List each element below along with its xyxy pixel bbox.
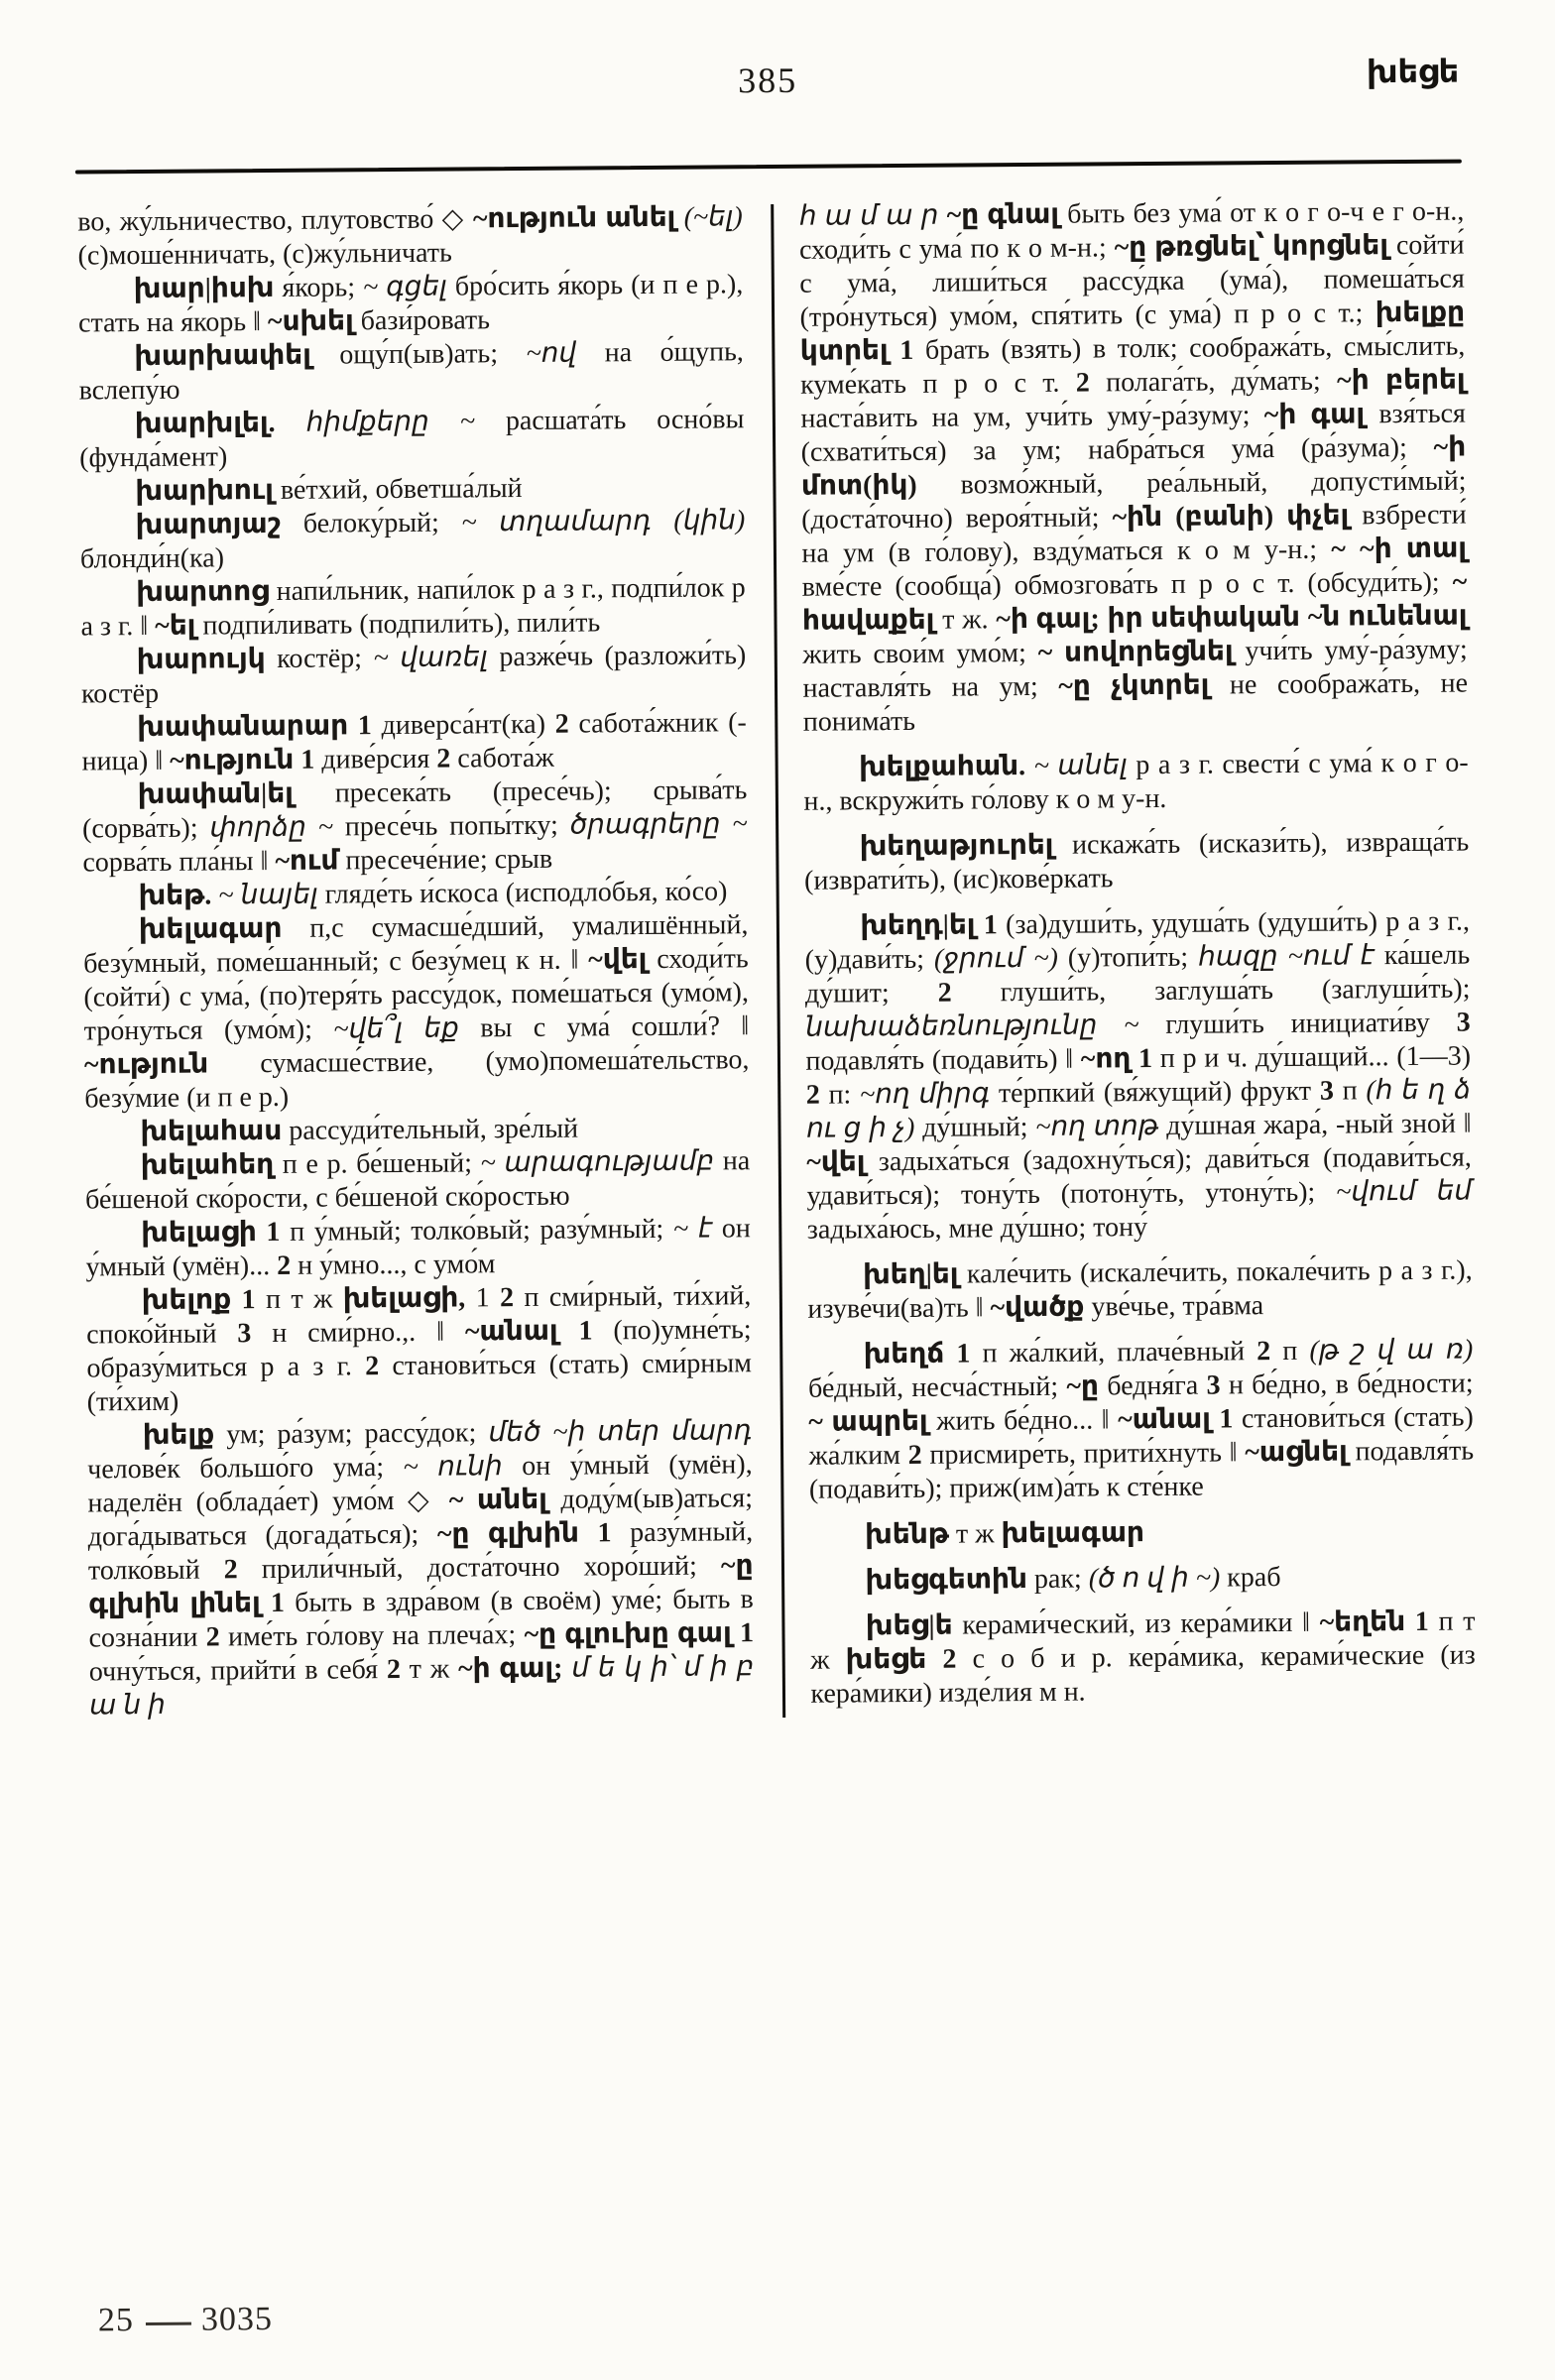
bold-run: ~ություն [83, 1048, 209, 1081]
text-run: сабота́ж [450, 742, 554, 774]
text-run: ум; ра́зум; рассу́док; [214, 1417, 489, 1451]
italic-armenian-run: հազը ~ում է [1197, 940, 1375, 973]
dictionary-entry [804, 826, 1470, 898]
italic-armenian-run: մեծ ~ի տեր մարդ [488, 1415, 753, 1449]
text-run [732, 1617, 741, 1648]
text-run: бедня́га [1098, 1369, 1207, 1402]
bold-run: ~ անել [448, 1484, 547, 1516]
text-run: вме́сте (сообща́) обмозгова́ть п р о с т. (обсуди́ть); [801, 566, 1453, 603]
text-run: станови́ться (стать) сми́рным (ти́хим) [86, 1348, 752, 1418]
bold-run: 2 [1256, 1336, 1271, 1368]
entry-headword: ~ը գնալ [946, 198, 1060, 231]
text-run: глуши́ть, заглуша́ть (заглуши́ть); [951, 973, 1471, 1009]
text-run: ве́тхий, обветша́лый [273, 473, 523, 506]
text-run: (по)умне́ть; образу́миться р а з г. [86, 1314, 752, 1384]
bold-run: 2 [805, 1079, 820, 1111]
text-run: пресече́ние; срыв [338, 843, 553, 877]
bold-run: 3 [1456, 1007, 1471, 1038]
entry-headword: խարխուլ [135, 474, 275, 508]
column-left [77, 200, 781, 1723]
text-run: доду́м(ыв)аться; дога́дываться (догада́ться); [87, 1483, 754, 1553]
dictionary-entry [80, 571, 746, 644]
entry-headword: խելացի [141, 1217, 257, 1250]
italic-armenian-run: ~վում եմ [1336, 1175, 1473, 1208]
text-run: (у)топи́ть; [1057, 941, 1199, 974]
bold-run: 1 [300, 744, 315, 775]
text-run: те́рпкий (вя́жущий) фрукт [989, 1075, 1320, 1110]
text-run: костёр; [265, 643, 374, 675]
text-run: кале́чить (искале́чить, покале́чить р а з г.), изуве́чи(ва)ть ‖ [807, 1254, 1473, 1325]
bold-run: ~ի գալ; [457, 1652, 563, 1685]
dictionary-entry [82, 774, 748, 880]
entry-headword: խարտյաշ [135, 508, 282, 541]
italic-armenian-run: (թ շ վ ա ռ) [1309, 1334, 1474, 1367]
bold-run: 1 [270, 1587, 286, 1619]
text-run: п,с сумасше́дший, умалишённый, безу́мный, поме́шанный; с безу́мец к н. ‖ [83, 909, 749, 980]
text-run [975, 909, 984, 940]
bold-run: ~ի գալ; [996, 603, 1100, 636]
text-run: сорва́ть пла́ны ‖ [82, 845, 276, 879]
text-run [1025, 751, 1034, 781]
bold-run: 1 [266, 1216, 281, 1249]
bold-run: ~ին (բանի) փչել [1112, 500, 1350, 534]
text-run: быть в здра́вом (в своём) уме́; быть в созна́нии [88, 1584, 754, 1654]
text-run: п т ж [255, 1283, 343, 1316]
entry-headword: ~ություն անել [472, 201, 676, 235]
italic-armenian-run: փորձը ~ [209, 811, 334, 844]
dictionary-entry [78, 335, 744, 408]
bold-run: խելքը կտրել [799, 297, 1466, 367]
text-run: ду́шный; [914, 1111, 1036, 1143]
dictionary-entry [799, 195, 1469, 740]
entry-headword: խեղդ|ել [860, 909, 976, 942]
text-run: н бе́дно, в бе́дности; [1220, 1368, 1474, 1401]
print-signature [98, 2301, 273, 2339]
text-run: он у́мный (умён), наделён (облада́ет) умо́м ◇ [87, 1449, 753, 1519]
text-run: сумасше́ствие, (умо)помеша́тельство, безу́мие (и п е р.) [84, 1044, 750, 1115]
bold-run: 3 [1319, 1075, 1334, 1107]
text-run [261, 1588, 271, 1618]
text-run: п т ж [810, 1606, 1476, 1676]
text-run: рак; [1026, 1563, 1089, 1596]
text-run: т ж [400, 1653, 459, 1685]
entry-headword: խենթ [865, 1518, 950, 1551]
text-run: наста́вить на ум, учи́ть уму́-ра́зуму; [800, 400, 1264, 434]
text-run: разу́мный, толко́вый [87, 1516, 754, 1587]
italic-armenian-run: ~ նայել [218, 879, 318, 911]
text-run [348, 710, 358, 741]
text-run: име́ть го́лову на плеча́х; [219, 1619, 525, 1653]
bold-run: 2 [937, 977, 952, 1009]
italic-armenian-run: նախաձեռնությունը ~ [805, 1010, 1139, 1043]
bold-run: 2 [554, 708, 569, 740]
text-run: бро́сить я́корь (и п е р.), стать на я́корь ‖ [77, 269, 744, 339]
bold-run: ~վածք [990, 1291, 1085, 1324]
text-run: ка́шель ду́шит; [804, 939, 1471, 1010]
bold-run: 3 [237, 1318, 252, 1350]
italic-armenian-run: ~ գցել [362, 271, 447, 303]
bold-run: ~ել [155, 610, 196, 642]
bold-run: ~ը գլուխը գալ [524, 1617, 732, 1651]
bold-run: 2 [499, 1282, 515, 1314]
text-run: (с)моше́нничать, (с)жу́льничать [77, 237, 452, 272]
italic-armenian-run: ~ով [526, 337, 577, 369]
bold-run: 2 [386, 1654, 402, 1686]
bold-run: 2 [205, 1621, 220, 1653]
italic-armenian-run: ~ արագությամբ [480, 1145, 715, 1179]
bold-run: ~ացնել [1245, 1436, 1348, 1469]
text-run: рассуди́тельный, зре́лый [282, 1113, 579, 1146]
entry-headword: խարխլել. [134, 407, 276, 440]
text-run: сходи́ть (сойти́) с ума́, (по)теря́ть рассу́док, поме́шаться (умо́м), тро́нуться (умо́м); [83, 943, 750, 1047]
header-rule [75, 160, 1462, 175]
dictionary-entry [83, 875, 749, 913]
text-run: жить свои́м умо́м; [802, 637, 1038, 670]
text-run [926, 1644, 942, 1675]
italic-armenian-run: ~ է [672, 1213, 713, 1245]
text-run: глуши́ть инициати́ву [1138, 1007, 1457, 1041]
dictionary-entry [86, 1279, 753, 1419]
text-run: п [1270, 1335, 1310, 1368]
text-run: сабота́жник (-ница) ‖ [81, 707, 747, 777]
bold-run: իր սեփական ~ն ունենալ [1107, 600, 1468, 635]
text-run: я́корь; [274, 272, 364, 303]
text-run: блонди́н(ка) [79, 542, 225, 575]
entry-headword: խափանարար [137, 710, 349, 744]
bold-run: ~ը գլխին [436, 1517, 580, 1550]
text-run: станови́ться (стать) жа́лким [808, 1401, 1474, 1472]
text-run: расшата́ть осно́вы (фунда́мент) [79, 404, 745, 474]
entry-headword: խար|իսխ [133, 272, 275, 305]
text-run [944, 1339, 956, 1369]
signature-sheet-number: 25 [97, 2302, 135, 2339]
bold-run: 2 [277, 1250, 292, 1281]
entry-headword: խեցգետին [865, 1564, 1028, 1597]
bold-run: 1 [241, 1284, 256, 1316]
text-columns [77, 195, 1476, 1724]
signature-order-number: 3035 [200, 2301, 274, 2338]
entry-headword: խեղճ [863, 1338, 945, 1370]
text-run: р а з г. свести́ с ума́ к о г о-н., вскружи́ть го́лову к о м у-н. [803, 747, 1469, 817]
bold-run: ~անալ [464, 1315, 558, 1348]
text-run: краб [1220, 1562, 1281, 1594]
entry-headword: խարույկ [136, 644, 266, 676]
text-run: во, жу́льничество, плутовство́ ◇ [77, 203, 474, 238]
bold-run: ~ը գլխին լինել [88, 1550, 754, 1620]
bold-run: 1 [739, 1617, 755, 1649]
italic-armenian-run: ~վե՞լ եք [333, 1012, 460, 1045]
entry-headword: խափան|ել [137, 777, 295, 811]
bold-run: 1 [983, 909, 998, 941]
text-run: п жа́лкий, плаче́вный [970, 1336, 1257, 1369]
bold-run: 2 [223, 1554, 238, 1586]
bold-run: ~վել [806, 1146, 866, 1178]
italic-armenian-run: (ջրում ~) [933, 942, 1058, 975]
bold-run: 3 [1206, 1369, 1221, 1401]
italic-armenian-run: ծրագրերը ~ [569, 808, 748, 841]
text-run: прили́чный, доста́точно хоро́ший; [237, 1550, 722, 1586]
entry-headword: խելքահան. [859, 751, 1026, 783]
text-run: полага́ть, ду́мать; [1089, 365, 1338, 399]
text-run: диве́рсия [314, 743, 437, 775]
text-run [231, 1284, 242, 1315]
text-run: очну́ться, прийти́ в себя́ [88, 1654, 388, 1688]
text-run: (за)души́ть, удуша́ть (удуши́ть) р а з г., (у)дави́ть; [804, 905, 1471, 976]
italic-armenian-run: ~ տղամարդ (կին) [461, 505, 746, 538]
italic-armenian-run: (ծ ո վ ի ~) [1088, 1562, 1221, 1595]
text-run: присмире́ть, прити́хнуть ‖ [921, 1437, 1246, 1471]
dictionary-entry [84, 1111, 750, 1149]
italic-armenian-run: հիմքերը ~ [305, 406, 476, 438]
text-run: напи́льник, напи́лок р а з г., подпи́лок р а з г. ‖ [80, 572, 746, 643]
bold-run: 1 [899, 334, 914, 367]
dictionary-entry [79, 470, 745, 509]
text-run: на о́щупь, вслепу́ю [78, 336, 744, 407]
bold-run: ~ը չկտրել [1058, 669, 1210, 702]
bold-run: 2 [907, 1439, 922, 1471]
italic-armenian-run: ~ող տոթ [1035, 1110, 1159, 1142]
bold-run: ~եղեն [1319, 1606, 1406, 1638]
text-run: не сообража́ть, не понима́ть [802, 667, 1469, 738]
text-run: п: [819, 1079, 861, 1111]
text-run: ду́шная жара́, -ный зной ‖ [1158, 1108, 1472, 1141]
text-run: т ж [948, 1518, 1002, 1550]
dictionary-entry [85, 1144, 751, 1217]
text-run: н у́мно..., с умо́м [291, 1249, 496, 1281]
bold-run: ~ի մոտ(իկ) [800, 431, 1467, 502]
text-run: взя́ться (схвати́ться) за ум; набра́ться ума́ (ра́зума); [800, 398, 1466, 468]
text-run: пресе́чь попы́тку; [332, 809, 570, 843]
text-run: челове́к большо́го ума́; [87, 1451, 404, 1486]
bold-run: ~անալ [1118, 1403, 1212, 1436]
entry-headword: խեղ|ել [863, 1258, 959, 1291]
text-run: быть без ума́ от к о г о-ч е г о-н., сходи́ть с ума́ по к о м-н.; [798, 195, 1465, 266]
dictionary-entry [803, 747, 1469, 819]
bold-run: 1 [956, 1338, 971, 1369]
italic-armenian-run: մ ե կ ի՝ մ ի բ ա ն ի [88, 1651, 755, 1722]
bold-run: ~ հավաքել [801, 566, 1468, 637]
page-number: 385 [738, 60, 798, 101]
entry-headword: խեթ. [138, 880, 212, 912]
dictionary-entry [808, 1333, 1475, 1506]
text-run: н сми́рно.,. ‖ [251, 1316, 466, 1350]
entry-headword: խեց|ե [865, 1609, 953, 1642]
entry-headword: խելոք [141, 1284, 232, 1317]
entry-headword: խեղաթյուրել [859, 829, 1054, 863]
dictionary-entry [81, 639, 747, 711]
italic-armenian-run: ~ող միրգ [859, 1078, 991, 1111]
text-run: бази́ровать [353, 304, 491, 337]
bold-run: 1 [578, 1315, 593, 1347]
bold-run: ~ում [275, 845, 339, 877]
dictionary-entry [83, 908, 750, 1116]
bold-run: ~ը [1066, 1370, 1100, 1402]
bold-run: ~ ապրել [808, 1405, 928, 1438]
text-run: т ж. [934, 604, 997, 636]
dictionary-entry [80, 504, 746, 576]
text-run: уве́чье, тра́вма [1084, 1290, 1264, 1323]
entry-headword: խելահեղ [140, 1148, 275, 1182]
dictionary-entry [81, 706, 747, 778]
text-run: задыха́ться (задохну́ться); дави́ться (подави́ться, удави́ться); тону́ть (потону́ть, утону́ть); [806, 1141, 1472, 1212]
bold-run: 1 [357, 710, 372, 742]
text-run: брать (взять) в толк; сообража́ть, смы́слить, куме́кать п р о с т. [800, 330, 1466, 401]
dictionary-entry [804, 905, 1472, 1248]
bold-run: խելացի, [342, 1282, 466, 1315]
entry-headword: խելք [142, 1419, 215, 1452]
bold-run: ~ ~ի տալ [1331, 533, 1468, 565]
text-run: ощу́п(ыв)ать; [310, 337, 527, 371]
text-run: сойти́ с ума́, лиши́ться рассу́дка (ума́), помеша́ться (тро́нуться) умо́м, спя́тить (с ума́) п р о с т.; [799, 229, 1465, 333]
text-run: диверса́нт(ка) [371, 708, 555, 742]
text-run: взбрести́ на ум (в го́лову), взду́маться к о м у-н.; [801, 499, 1467, 569]
bold-run: ~ի գալ [1263, 399, 1366, 431]
bold-run: 1 [597, 1517, 612, 1549]
dictionary-entry [78, 268, 744, 340]
text-run: гляде́ть и́скоса (исподло́бья, ко́со) [317, 876, 728, 910]
bold-run: խելագար [1001, 1517, 1145, 1550]
text-run: возмо́жный, реа́льный, допусти́мый; (доста́точно) вероя́тный; [801, 465, 1467, 536]
column-right [774, 195, 1476, 1718]
dictionary-entry [79, 403, 745, 475]
text-run: пресека́ть (пресе́чь); срыва́ть (сорва́ть); [81, 774, 748, 845]
text-run: разже́чь (разложи́ть) костёр [80, 640, 747, 710]
text-run: п у́мный; толко́вый; разу́мный; [280, 1213, 674, 1248]
text-run: п р и ч. ду́шащий... (1—3) [1151, 1040, 1472, 1075]
dictionary-entry [87, 1414, 755, 1723]
dictionary-entry [809, 1513, 1475, 1552]
italic-armenian-run: (~ել) [675, 201, 743, 233]
text-run [257, 1217, 267, 1248]
text-run: белоку́рый; [281, 507, 462, 539]
bold-run: 2 [436, 743, 451, 774]
text-run: жить бе́дно... ‖ [927, 1404, 1119, 1437]
bold-run: ~ող [1080, 1043, 1132, 1075]
text-run: керами́ческий, из кера́мики ‖ [952, 1606, 1320, 1641]
bold-run: 2 [1075, 367, 1090, 399]
text-run: подавля́ть (подави́ть); приж(им)а́ть к сте́нке [808, 1435, 1475, 1505]
text-run: п е р. бе́шеный; [274, 1147, 481, 1180]
signature-rule [146, 2322, 191, 2325]
text-run: на бе́шеной ско́рости, с бе́шеной ско́ростью [84, 1145, 751, 1216]
text-run: вы с ума́ сошли́? ‖ [458, 1011, 750, 1044]
bold-run: 1 [1137, 1043, 1153, 1075]
text-run [889, 335, 900, 366]
dictionary-entry [807, 1254, 1473, 1327]
italic-armenian-run: (հ ե ղ ձ ու ց ի չ) [805, 1074, 1472, 1144]
italic-armenian-run: ~ անել [1033, 750, 1128, 781]
bold-run: խեցե [845, 1643, 927, 1676]
dictionary-entry [810, 1605, 1476, 1711]
text-run: бе́дный, несча́стный; [807, 1370, 1067, 1404]
guide-word: խեցե [1366, 52, 1460, 91]
bold-run: 1 [1219, 1403, 1234, 1435]
dictionary-entry [85, 1212, 751, 1284]
italic-armenian-run: ~ ունի [403, 1451, 503, 1483]
text-run: он у́мный (умён)... [85, 1213, 751, 1283]
text-run: п [1333, 1075, 1367, 1107]
bold-run: 2 [365, 1351, 380, 1382]
dictionary-entry [77, 200, 743, 273]
text-run: с о б и р. кера́мика, керами́ческие (из кера́мики) изде́лия м н. [810, 1639, 1476, 1710]
bold-run: 2 [942, 1643, 957, 1675]
entry-headword: խելահաս [140, 1115, 283, 1148]
text-run: подпи́ливать (подпили́ть), пили́ть [195, 607, 601, 642]
text-run [558, 1316, 579, 1347]
bold-run: ~ի բերել [1336, 364, 1466, 397]
dictionary-entry [809, 1559, 1475, 1598]
italic-armenian-run: ~ վառել [373, 642, 488, 674]
text-run [1211, 1404, 1220, 1435]
text-run: задыха́юсь, мне ду́шно; тону́ [806, 1212, 1148, 1246]
text-run: искажа́ть (искази́ть), извраща́ть (изврати́ть), (ис)кове́ркать [803, 826, 1470, 896]
text-run [275, 408, 305, 438]
text-run: подавля́ть (подави́ть) ‖ [805, 1043, 1081, 1077]
bold-run: ~ություն [170, 744, 295, 776]
bold-run: 1 [1414, 1606, 1429, 1637]
bold-run: ~սխել [267, 305, 354, 338]
entry-headword: խելագար [138, 912, 283, 946]
text-run: учи́ть уму́-ра́зуму; наставля́ть на ум; [802, 634, 1468, 704]
bold-run: ~ը թռցնել՝ կորցնել [1114, 230, 1389, 264]
text-run: 1 [465, 1282, 501, 1314]
page-header [76, 52, 1460, 113]
entry-headword: խարտոց [136, 576, 270, 609]
text-run [579, 1517, 598, 1548]
bold-run: ~ սովորեցնել [1037, 636, 1234, 668]
text-run: п сми́рный, ти́хий, споко́йный [86, 1280, 752, 1351]
entry-headword: խարխափել [134, 339, 311, 373]
italic-armenian-run: հ ա մ ա ր [798, 199, 939, 232]
bold-run: ~վել [588, 944, 648, 976]
